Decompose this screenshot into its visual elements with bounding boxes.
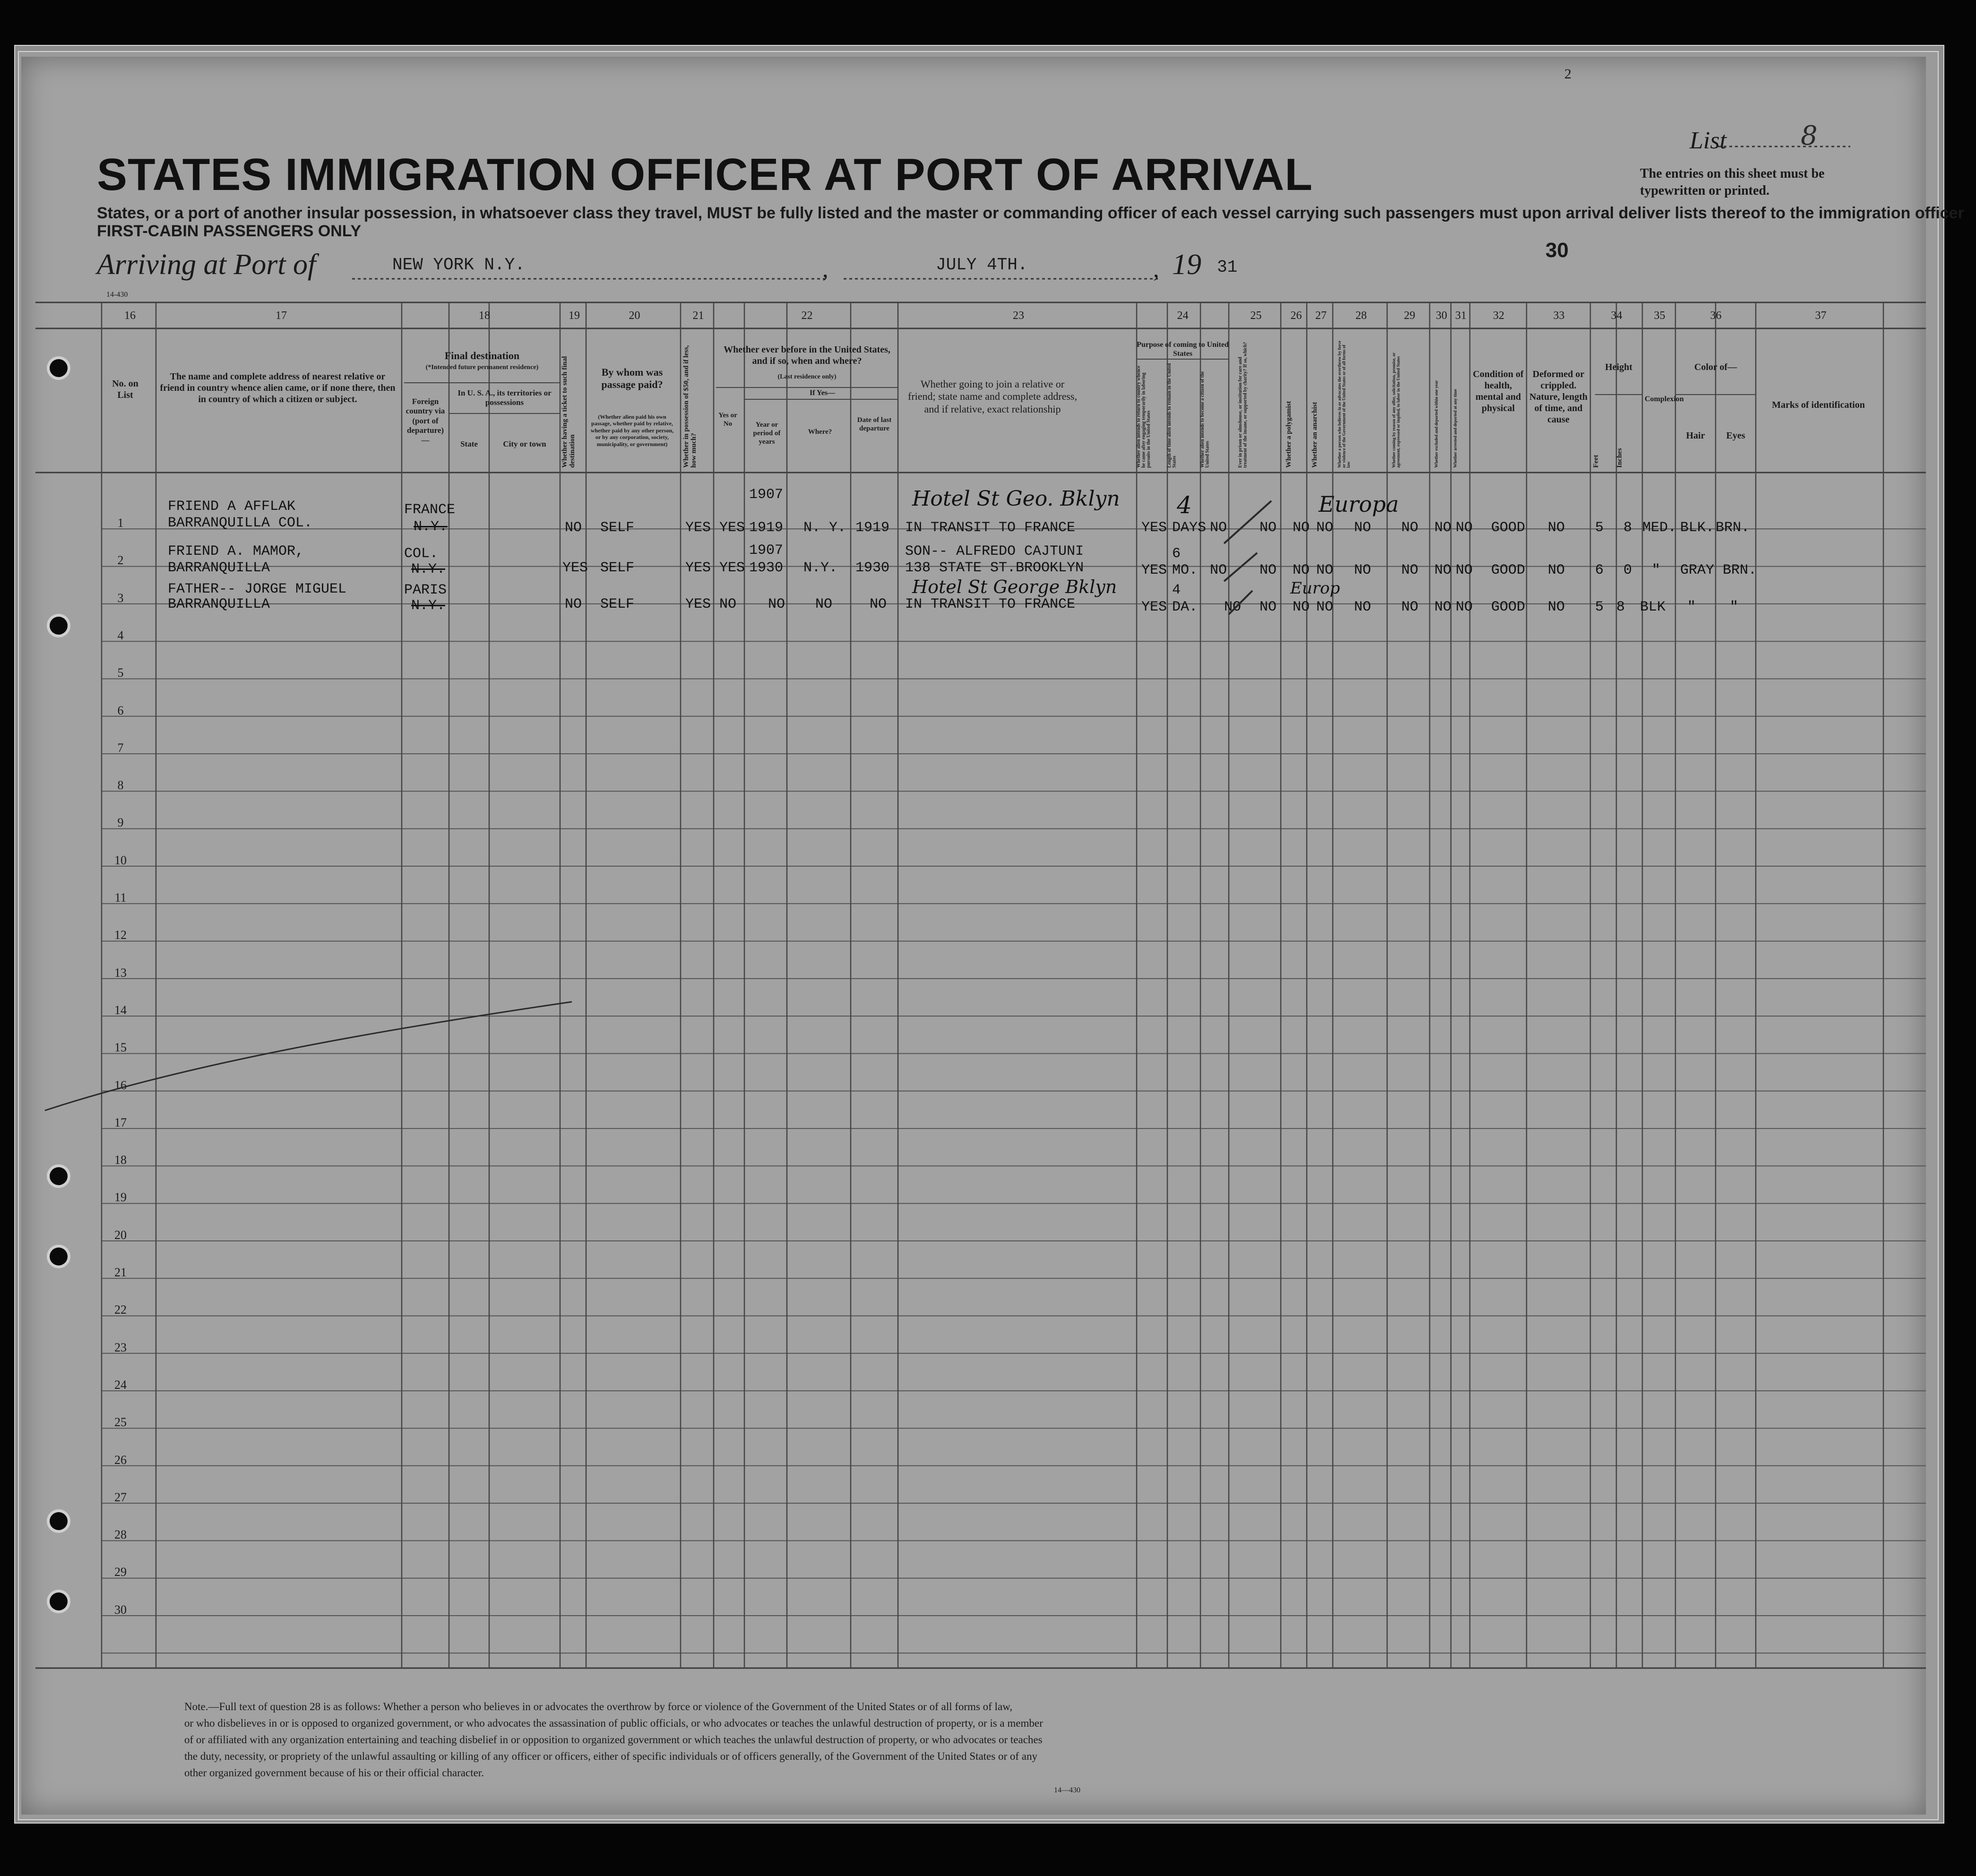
header-q29: Whether coming by reason of any offer, solicitation, promise, or agreement, expressed or implied, to labor in the United States xyxy=(1391,353,1401,468)
header-marks: Marks of identification xyxy=(1772,400,1865,410)
row-1-hair: BLK. xyxy=(1680,520,1715,536)
header-complexion: Complexion xyxy=(1645,395,1684,403)
year-suffix: 31 xyxy=(1217,258,1238,277)
row-number: 7 xyxy=(117,740,124,755)
header-height: Height xyxy=(1605,362,1632,372)
row-1-hand-europe: Europa xyxy=(1319,491,1399,517)
row-1-year-1: 1907 xyxy=(749,487,784,503)
list-label: List xyxy=(1690,127,1727,154)
row-number: 27 xyxy=(114,1490,127,1504)
header-joining: Whether going to join a relative or friend; state name and complete address, and if relative, exact relationship xyxy=(908,378,1077,415)
row-2-anarchist: NO xyxy=(1316,562,1334,578)
row-3-eyes: " xyxy=(1730,599,1739,615)
header-passage-paid: By whom was passage paid? xyxy=(601,366,663,391)
row-1-anarchist: NO xyxy=(1316,520,1334,536)
pen-stroke xyxy=(45,1002,572,1110)
row-1-citizen: NO xyxy=(1210,520,1227,536)
year-prefix: 19 xyxy=(1172,249,1201,281)
header-purpose-c: Whether alien intends to become a citizen of the United States xyxy=(1200,371,1210,468)
row-3-passage: SELF xyxy=(600,596,635,612)
row-2-relative: FRIEND A. MAMOR, xyxy=(168,543,304,559)
row-number: 1 xyxy=(117,516,124,530)
row-number: 26 xyxy=(114,1453,127,1467)
row-2-complexion: " xyxy=(1652,562,1661,578)
footnote-line-3: of or affiliated with any organization entertaining and teaching disbelief in or opposition to organized government or which teaches the unlawful destruction of property, or who advocates or teaches xyxy=(184,1734,1043,1746)
row-2-before: YES xyxy=(719,560,745,576)
row-2-inches: 0 xyxy=(1623,562,1632,578)
header-q31: Whether arrested and deported at any time xyxy=(1453,389,1458,468)
column-number: 29 xyxy=(1404,310,1415,322)
row-2-passage: SELF xyxy=(600,560,635,576)
row-1-feet: 5 xyxy=(1595,520,1604,536)
header-hair: Hair xyxy=(1686,430,1705,441)
row-3-money: YES xyxy=(685,596,711,612)
column-number: 23 xyxy=(1013,310,1024,322)
row-2-q30: NO xyxy=(1434,562,1452,578)
form-title: STATES IMMIGRATION OFFICER AT PORT OF ARRIVAL xyxy=(97,149,1313,200)
check-mark xyxy=(1224,553,1257,581)
row-2-deformed: NO xyxy=(1548,562,1565,578)
header-ticket: Whether having a ticket to such final destination xyxy=(561,356,576,468)
row-2-prison: NO xyxy=(1260,562,1277,578)
arrival-port: NEW YORK N.Y. xyxy=(392,255,525,275)
row-number: 23 xyxy=(114,1340,127,1354)
row-3-purpose: YES xyxy=(1141,599,1167,615)
row-1-q28: NO xyxy=(1354,520,1372,536)
row-1-money: YES xyxy=(685,520,711,536)
column-number: 24 xyxy=(1177,310,1189,322)
instructions: The entries on this sheet must be typewritten or printed. xyxy=(1640,166,1825,198)
row-3-anarchist: NO xyxy=(1316,599,1334,615)
row-1-inches: 8 xyxy=(1623,520,1632,536)
row-3-citizen: NO xyxy=(1224,599,1242,615)
row-number: 6 xyxy=(117,703,124,717)
row-1-eyes: BRN. xyxy=(1716,520,1750,536)
header-eyes: Eyes xyxy=(1726,430,1745,441)
header-state: State xyxy=(460,439,478,448)
row-3-length-num: 4 xyxy=(1172,582,1181,598)
row-2-q28: NO xyxy=(1354,562,1372,578)
row-1-q29: NO xyxy=(1401,520,1419,536)
column-number: 31 xyxy=(1455,310,1467,322)
row-2-money: YES xyxy=(685,560,711,576)
column-number: 32 xyxy=(1493,310,1504,322)
header-where: Where? xyxy=(808,428,832,436)
column-number: 18 xyxy=(479,310,490,322)
header-foreign-country: Foreign country via (port of departure)— xyxy=(406,397,445,445)
header-inches: Inches xyxy=(1616,448,1623,468)
row-number: 17 xyxy=(114,1115,127,1129)
row-2-eyes: BRN. xyxy=(1723,562,1757,578)
row-2-year-2: 1930 xyxy=(749,560,784,576)
row-1-deformed: NO xyxy=(1548,520,1565,536)
header-final-destination: Final destination xyxy=(444,350,520,361)
header-possession-50: Whether in possession of $50, and if less, how much? xyxy=(682,345,698,468)
row-3-before: NO xyxy=(719,596,737,612)
header-prison: Ever in prison or almshouse, or institution for care and treatment of the insane, or supported by charity? If so, which? xyxy=(1238,342,1248,468)
footnote-line-5: other organized government because of his or their official character. xyxy=(184,1767,484,1779)
column-number: 19 xyxy=(569,310,580,322)
row-number: 2 xyxy=(117,553,124,568)
row-3-inches: 8 xyxy=(1616,599,1625,615)
row-2-health: GOOD xyxy=(1491,562,1526,578)
row-2-length-unit: MO. xyxy=(1172,562,1198,578)
footnote-line-2: or who disbelieves in or is opposed to organized government, or who advocates the assassination of public officials, or who advocates or teaches the unlawful destruction of property, or is a member xyxy=(184,1717,1043,1729)
row-2-departure: 1930 xyxy=(855,560,890,576)
row-1-joining: IN TRANSIT TO FRANCE xyxy=(905,520,1076,536)
row-2-joining: SON-- ALFREDO CAJTUNI xyxy=(905,543,1084,559)
row-3-relative: FATHER-- JORGE MIGUEL xyxy=(168,581,347,597)
row-1-hand-note: Hotel St Geo. Bklyn xyxy=(912,487,1120,511)
row-1-health: GOOD xyxy=(1491,520,1526,536)
check-mark xyxy=(1229,591,1252,614)
form-code: 14-430 xyxy=(106,291,128,299)
row-3-hand-europe: Europ xyxy=(1290,579,1340,598)
column-number: 25 xyxy=(1250,310,1262,322)
row-number: 15 xyxy=(114,1041,127,1055)
row-number: 29 xyxy=(114,1565,127,1579)
row-1-polygamist: NO xyxy=(1293,520,1310,536)
row-1-where: N. Y. xyxy=(803,520,846,536)
row-number: 13 xyxy=(114,965,127,980)
row-1-foreign: FRANCE xyxy=(404,502,456,518)
row-2-foreign: COL. xyxy=(404,546,439,562)
header-city: City or town xyxy=(503,439,546,448)
row-1-length-num: 4 xyxy=(1177,491,1192,519)
column-number: 33 xyxy=(1553,310,1565,322)
sheet-stamp: 30 xyxy=(1545,239,1569,262)
row-number: 22 xyxy=(114,1303,127,1317)
row-2-hair: GRAY xyxy=(1680,562,1715,578)
row-number: 9 xyxy=(117,816,124,830)
column-number: 20 xyxy=(629,310,640,322)
row-number: 14 xyxy=(114,1003,127,1017)
header-q28: Whether a person who believes in or advocates the overthrow by force or violence of the Government of the United States or of all forms of law xyxy=(1337,340,1351,468)
row-3-prison: NO xyxy=(1260,599,1277,615)
row-1-relative-address: BARRANQUILLA COL. xyxy=(168,515,313,531)
row-2-length-num: 6 xyxy=(1172,546,1181,562)
row-number: 28 xyxy=(114,1528,127,1542)
row-3-relative-address: BARRANQUILLA xyxy=(168,596,270,612)
header-in-usa: In U. S. A., its territories or possessions xyxy=(457,388,552,407)
form-code-bottom: 14—430 xyxy=(1054,1786,1080,1794)
header-final-destination-note: (*Intended future permanent residence) xyxy=(425,364,539,371)
row-1-prison: NO xyxy=(1260,520,1277,536)
row-3-foreign-port: N.Y. xyxy=(411,598,446,614)
row-1-passage: SELF xyxy=(600,520,635,536)
row-1-q31: NO xyxy=(1456,520,1473,536)
row-3-hair: " xyxy=(1687,599,1696,615)
row-number: 8 xyxy=(117,778,124,792)
row-number: 4 xyxy=(117,628,124,642)
row-2-ticket: YES xyxy=(562,560,588,576)
row-3-complexion: BLK xyxy=(1640,599,1666,615)
header-q30: Whether excluded and deported within one year xyxy=(1434,380,1439,468)
arriving-label: Arriving at Port of xyxy=(97,249,316,281)
cabin-class: FIRST-CABIN PASSENGERS ONLY xyxy=(97,222,362,240)
row-1-ticket: NO xyxy=(565,520,582,536)
row-2-where: N.Y. xyxy=(803,560,838,576)
column-number: 26 xyxy=(1290,310,1302,322)
header-purpose-a: Whether alien intends to return to country whence he came after engaging temporarily in laboring pursuits in the United States xyxy=(1136,365,1151,468)
header-yes-or-no: Yes or No xyxy=(718,412,737,428)
list-number: 8 xyxy=(1801,120,1818,151)
column-number: 36 xyxy=(1710,310,1722,322)
row-number: 25 xyxy=(114,1415,127,1429)
header-if-yes: If Yes— xyxy=(809,389,836,397)
row-3-q28: NO xyxy=(1354,599,1372,615)
arrival-date: JULY 4TH. xyxy=(936,255,1028,275)
column-number: 30 xyxy=(1436,310,1447,322)
row-2-polygamist: NO xyxy=(1293,562,1310,578)
row-3-foreign: PARIS xyxy=(404,582,447,598)
row-2-joining-address: 138 STATE ST.BROOKLYN xyxy=(905,560,1084,576)
row-3-q30: NO xyxy=(1434,599,1452,615)
header-polygamist: Whether a polygamist xyxy=(1285,401,1293,468)
row-3-year: NO xyxy=(768,596,785,612)
row-3-deformed: NO xyxy=(1548,599,1565,615)
row-3-health: GOOD xyxy=(1491,599,1526,615)
row-number: 16 xyxy=(114,1078,127,1092)
row-number: 30 xyxy=(114,1602,127,1617)
row-1-q30: NO xyxy=(1434,520,1452,536)
row-2-feet: 6 xyxy=(1595,562,1604,578)
row-number: 12 xyxy=(114,928,127,942)
row-1-year-2: 1919 xyxy=(749,520,784,536)
row-3-hand-note: Hotel St George Bklyn xyxy=(912,577,1117,597)
row-2-purpose: YES xyxy=(1141,562,1167,578)
column-number: 28 xyxy=(1355,310,1367,322)
row-number: 3 xyxy=(117,591,124,605)
header-no-on-list: No. on List xyxy=(112,379,138,400)
row-1-length-unit: DAYS xyxy=(1172,520,1207,536)
row-number: 24 xyxy=(114,1377,127,1392)
header-deformed: Deformed or crippled. Nature, length of time, and cause xyxy=(1529,369,1588,425)
column-number: 21 xyxy=(692,310,704,322)
header-anarchist: Whether an anarchist xyxy=(1311,402,1319,468)
header-relative: The name and complete address of nearest relative or friend in country whence alien came, or if none there, then in country of which a citizen or subject. xyxy=(160,371,396,404)
header-year-period: Year or period of years xyxy=(753,421,781,446)
row-1-purpose: YES xyxy=(1141,520,1167,536)
column-number: 16 xyxy=(124,310,136,322)
row-1-departure: 1919 xyxy=(855,520,890,536)
header-feet: Feet xyxy=(1592,455,1600,468)
row-3-ticket: NO xyxy=(565,596,582,612)
row-2-q31: NO xyxy=(1456,562,1473,578)
column-number: 17 xyxy=(276,310,287,322)
row-number: 20 xyxy=(114,1228,127,1242)
row-1-relative: FRIEND A AFFLAK xyxy=(168,499,296,515)
header-ever-before: Whether ever before in the United States, and if so, when and where? xyxy=(724,344,890,366)
comma: , xyxy=(822,256,828,282)
row-1-before: YES xyxy=(719,520,745,536)
row-number: 5 xyxy=(117,666,124,680)
row-2-year-1: 1907 xyxy=(749,542,784,559)
row-number: 11 xyxy=(114,891,127,904)
row-number: 18 xyxy=(114,1153,127,1167)
row-number: 19 xyxy=(114,1190,127,1205)
row-2-q29: NO xyxy=(1401,562,1419,578)
row-3-length-unit: DA. xyxy=(1172,599,1198,615)
header-last-residence: (Last residence only) xyxy=(777,373,837,380)
column-number: 34 xyxy=(1611,310,1622,322)
header-date-departure: Date of last departure xyxy=(857,416,892,432)
header-passage-note: (Whether alien paid his own passage, whether paid by relative, whether paid by any other person, or by any corporation, society, municipality, or government) xyxy=(590,413,674,447)
row-1-complexion: MED. xyxy=(1642,520,1677,536)
row-3-polygamist: NO xyxy=(1293,599,1310,615)
row-number: 10 xyxy=(114,853,127,867)
column-number: 35 xyxy=(1654,310,1665,322)
row-2-relative-address: BARRANQUILLA xyxy=(168,560,270,576)
header-color-of: Color of— xyxy=(1694,362,1737,372)
row-number: 21 xyxy=(114,1265,127,1279)
page-number: 2 xyxy=(1564,66,1571,82)
footnote-line-1: Note.—Full text of question 28 is as follows: Whether a person who believes in or advocates the overthrow by force or violence of the Government of the United States or of all forms of law, xyxy=(184,1701,1013,1712)
column-number: 22 xyxy=(801,310,813,322)
row-1-foreign-port: N.Y. xyxy=(414,519,448,535)
row-3-q31: NO xyxy=(1456,599,1473,615)
row-3-feet: 5 xyxy=(1595,599,1604,615)
form-subtitle: States, or a port of another insular possession, in whatsoever class they travel, MUST be fully listed and the master or commanding officer of each vessel carrying such passengers must upon arrival deliver lists thereof to the immigration officer xyxy=(97,204,1964,222)
row-3-departure: NO xyxy=(870,596,887,612)
row-3-q29: NO xyxy=(1401,599,1419,615)
check-mark xyxy=(1224,501,1271,543)
comma: , xyxy=(1153,256,1159,282)
row-3-joining: IN TRANSIT TO FRANCE xyxy=(905,596,1076,612)
header-health: Condition of health, mental and physical xyxy=(1473,369,1524,413)
column-number: 37 xyxy=(1815,310,1827,322)
row-3-where: NO xyxy=(815,596,833,612)
row-2-foreign-port: N.Y. xyxy=(411,561,446,577)
header-purpose-b: Length of time alien intends to remain in the United States xyxy=(1167,363,1177,468)
column-number: 27 xyxy=(1315,310,1327,322)
footnote-line-4: the duty, necessity, or propriety of the unlawful assaulting or killing of any officer or officers, either of specific individuals or of officers generally, of the Government of the United States or of any xyxy=(184,1750,1037,1762)
header-purpose: Purpose of coming to United States xyxy=(1137,341,1229,358)
row-2-citizen: NO xyxy=(1210,562,1227,578)
